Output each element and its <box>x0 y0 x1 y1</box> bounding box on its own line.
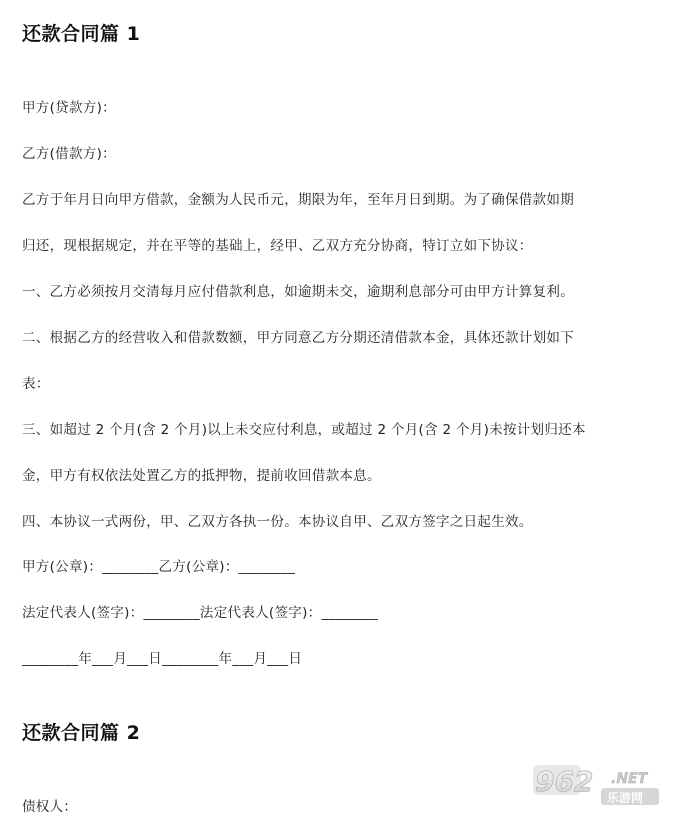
clause-4-line: 四、本协议一式两份，甲、乙双方各执一份。本协议自甲、乙双方签字之日起生效。 <box>22 514 533 530</box>
section-1-title: 还款合同篇 1 <box>22 23 141 45</box>
clause-3-line: 金，甲方有权依法处置乙方的抵押物，提前收回借款本息。 <box>22 468 381 484</box>
clause-2-line: 二、根据乙方的经营收入和借款数额，甲方同意乙方分期还清借款本金，具体还款计划如下 <box>22 330 574 346</box>
party-a-line: 甲方(贷款方)： <box>22 100 116 116</box>
paragraph-line: 乙方于年月日向甲方借款，金额为人民币元，期限为年，至年月日到期。为了确保借款如期 <box>22 192 574 208</box>
watermark-main-text: 962 <box>535 765 594 798</box>
site-watermark-logo <box>533 761 665 811</box>
paragraph-line: 归还，现根据规定，并在平等的基础上，经甲、乙双方充分协商，特订立如下协议： <box>22 238 533 254</box>
clause-1-line: 一、乙方必须按月交清每月应付借款利息，如逾期未交，逾期利息部分可由甲方计算复利。 <box>22 284 574 300</box>
date-line: ________年___月___日________年___月___日 <box>22 651 303 667</box>
section-2-title: 还款合同篇 2 <box>22 722 141 744</box>
signature-line: 法定代表人(签字)：________法定代表人(签字)：________ <box>22 605 378 621</box>
clause-2-line: 表： <box>22 376 50 392</box>
watermark-logo-icon <box>533 761 665 811</box>
watermark-net-text: .NET <box>611 771 648 787</box>
party-b-line: 乙方(借款方)： <box>22 146 116 162</box>
creditor-line: 债权人： <box>22 799 78 815</box>
clause-3-line: 三、如超过 2 个月(含 2 个月)以上未交应付利息，或超过 2 个月(含 2 个月)未按计划归还本 <box>22 422 586 438</box>
seal-line: 甲方(公章)：________乙方(公章)：________ <box>22 559 296 575</box>
watermark-sub-text: 乐游网 <box>607 791 644 805</box>
